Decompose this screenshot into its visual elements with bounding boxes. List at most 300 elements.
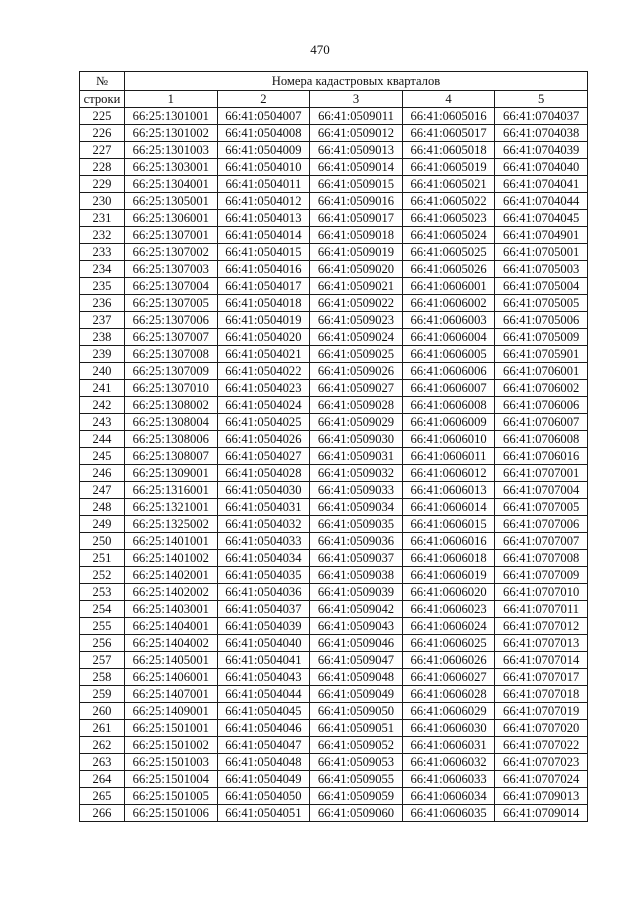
cadastral-number-cell: 66:41:0605018 [402, 142, 495, 159]
cadastral-number-cell: 66:41:0706002 [495, 380, 588, 397]
cadastral-number-cell: 66:41:0504044 [217, 686, 310, 703]
cadastral-number-cell: 66:41:0704044 [495, 193, 588, 210]
cadastral-number-cell: 66:41:0504035 [217, 567, 310, 584]
cadastral-number-cell: 66:41:0605017 [402, 125, 495, 142]
row-number-cell: 247 [80, 482, 125, 499]
cadastral-number-cell: 66:41:0704041 [495, 176, 588, 193]
cadastral-number-cell: 66:41:0509013 [310, 142, 403, 159]
row-number-cell: 251 [80, 550, 125, 567]
cadastral-number-cell: 66:25:1301002 [125, 125, 218, 142]
row-number-cell: 240 [80, 363, 125, 380]
row-number-cell: 262 [80, 737, 125, 754]
table-row [80, 618, 588, 635]
table-row [80, 176, 588, 193]
cadastral-number-cell: 66:41:0606015 [402, 516, 495, 533]
cadastral-number-cell: 66:41:0704040 [495, 159, 588, 176]
cadastral-number-cell: 66:41:0504021 [217, 346, 310, 363]
row-number-cell: 226 [80, 125, 125, 142]
cadastral-number-cell: 66:41:0504046 [217, 720, 310, 737]
cadastral-number-cell: 66:25:1501006 [125, 805, 218, 822]
cadastral-number-cell: 66:41:0504036 [217, 584, 310, 601]
cadastral-number-cell: 66:41:0509021 [310, 278, 403, 295]
cadastral-number-cell: 66:41:0509031 [310, 448, 403, 465]
cadastral-number-cell: 66:41:0606016 [402, 533, 495, 550]
cadastral-number-cell: 66:41:0606001 [402, 278, 495, 295]
table-row [80, 601, 588, 618]
cadastral-number-cell: 66:25:1307007 [125, 329, 218, 346]
cadastral-number-cell: 66:41:0509042 [310, 601, 403, 618]
cadastral-number-cell: 66:41:0509034 [310, 499, 403, 516]
cadastral-number-cell: 66:41:0606033 [402, 771, 495, 788]
cadastral-number-cell: 66:41:0707004 [495, 482, 588, 499]
table-row [80, 125, 588, 142]
cadastral-number-cell: 66:41:0706016 [495, 448, 588, 465]
cadastral-number-cell: 66:25:1501004 [125, 771, 218, 788]
cadastral-number-cell: 66:41:0504014 [217, 227, 310, 244]
table-row [80, 278, 588, 295]
cadastral-number-cell: 66:25:1316001 [125, 482, 218, 499]
cadastral-number-cell: 66:41:0504019 [217, 312, 310, 329]
cadastral-number-cell: 66:41:0605025 [402, 244, 495, 261]
row-number-cell: 248 [80, 499, 125, 516]
row-number-cell: 232 [80, 227, 125, 244]
cadastral-number-cell: 66:41:0504034 [217, 550, 310, 567]
table-row [80, 550, 588, 567]
cadastral-number-cell: 66:41:0706001 [495, 363, 588, 380]
cadastral-number-cell: 66:25:1308007 [125, 448, 218, 465]
cadastral-number-cell: 66:41:0704038 [495, 125, 588, 142]
cadastral-number-cell: 66:41:0707018 [495, 686, 588, 703]
cadastral-number-cell: 66:41:0705001 [495, 244, 588, 261]
cadastral-number-cell: 66:41:0509022 [310, 295, 403, 312]
cadastral-number-cell: 66:41:0606018 [402, 550, 495, 567]
cadastral-number-cell: 66:41:0504039 [217, 618, 310, 635]
cadastral-number-cell: 66:41:0504031 [217, 499, 310, 516]
row-number-cell: 258 [80, 669, 125, 686]
row-number-cell: 264 [80, 771, 125, 788]
cadastral-number-cell: 66:41:0504032 [217, 516, 310, 533]
cadastral-number-cell: 66:41:0509037 [310, 550, 403, 567]
cadastral-number-cell: 66:41:0704901 [495, 227, 588, 244]
cadastral-number-cell: 66:41:0504025 [217, 414, 310, 431]
cadastral-number-cell: 66:25:1308004 [125, 414, 218, 431]
row-number-cell: 253 [80, 584, 125, 601]
table-row [80, 584, 588, 601]
table-row [80, 448, 588, 465]
cadastral-number-cell: 66:41:0504009 [217, 142, 310, 159]
cadastral-number-cell: 66:25:1325002 [125, 516, 218, 533]
table-row [80, 193, 588, 210]
cadastral-number-cell: 66:25:1307002 [125, 244, 218, 261]
row-number-cell: 229 [80, 176, 125, 193]
row-number-cell: 245 [80, 448, 125, 465]
cadastral-number-cell: 66:41:0704039 [495, 142, 588, 159]
cadastral-number-cell: 66:41:0606020 [402, 584, 495, 601]
cadastral-number-cell: 66:41:0504013 [217, 210, 310, 227]
cadastral-number-cell: 66:25:1306001 [125, 210, 218, 227]
cadastral-number-cell: 66:41:0705003 [495, 261, 588, 278]
cadastral-number-cell: 66:41:0509017 [310, 210, 403, 227]
header-number-sign: № [80, 72, 125, 91]
cadastral-number-cell: 66:25:1307009 [125, 363, 218, 380]
cadastral-number-cell: 66:25:1402001 [125, 567, 218, 584]
row-number-cell: 236 [80, 295, 125, 312]
table-row [80, 312, 588, 329]
cadastral-number-cell: 66:41:0504028 [217, 465, 310, 482]
row-number-cell: 227 [80, 142, 125, 159]
cadastral-number-cell: 66:25:1404001 [125, 618, 218, 635]
cadastral-number-cell: 66:41:0509052 [310, 737, 403, 754]
cadastral-number-cell: 66:41:0606010 [402, 431, 495, 448]
table-row [80, 380, 588, 397]
cadastral-number-cell: 66:41:0709013 [495, 788, 588, 805]
row-number-cell: 225 [80, 108, 125, 125]
cadastral-number-cell: 66:25:1403001 [125, 601, 218, 618]
cadastral-number-cell: 66:25:1405001 [125, 652, 218, 669]
cadastral-number-cell: 66:41:0705004 [495, 278, 588, 295]
row-number-cell: 239 [80, 346, 125, 363]
cadastral-number-cell: 66:41:0605016 [402, 108, 495, 125]
column-number: 2 [217, 91, 310, 108]
table-row [80, 244, 588, 261]
cadastral-number-cell: 66:41:0504037 [217, 601, 310, 618]
column-number: 3 [310, 91, 403, 108]
row-number-cell: 230 [80, 193, 125, 210]
cadastral-number-cell: 66:41:0509043 [310, 618, 403, 635]
cadastral-number-cell: 66:41:0509047 [310, 652, 403, 669]
table-row [80, 397, 588, 414]
cadastral-number-cell: 66:41:0707009 [495, 567, 588, 584]
table-row [80, 363, 588, 380]
cadastral-number-cell: 66:25:1304001 [125, 176, 218, 193]
cadastral-number-cell: 66:41:0707017 [495, 669, 588, 686]
table-row [80, 669, 588, 686]
table-row [80, 516, 588, 533]
table-row [80, 346, 588, 363]
cadastral-number-cell: 66:41:0606004 [402, 329, 495, 346]
table-row [80, 159, 588, 176]
header-title: Номера кадастровых кварталов [125, 72, 588, 91]
table-body [80, 108, 588, 822]
cadastral-number-cell: 66:41:0707010 [495, 584, 588, 601]
cadastral-number-cell: 66:41:0705006 [495, 312, 588, 329]
cadastral-number-cell: 66:41:0504022 [217, 363, 310, 380]
cadastral-number-cell: 66:25:1301003 [125, 142, 218, 159]
cadastral-number-cell: 66:25:1402002 [125, 584, 218, 601]
cadastral-number-cell: 66:41:0509028 [310, 397, 403, 414]
cadastral-number-cell: 66:25:1307001 [125, 227, 218, 244]
cadastral-number-cell: 66:41:0504026 [217, 431, 310, 448]
table-row [80, 295, 588, 312]
cadastral-number-cell: 66:41:0606002 [402, 295, 495, 312]
cadastral-number-cell: 66:41:0606014 [402, 499, 495, 516]
cadastral-number-cell: 66:41:0509016 [310, 193, 403, 210]
cadastral-number-cell: 66:41:0509023 [310, 312, 403, 329]
table-row [80, 227, 588, 244]
cadastral-number-cell: 66:41:0606030 [402, 720, 495, 737]
cadastral-number-cell: 66:41:0509039 [310, 584, 403, 601]
cadastral-number-cell: 66:41:0509053 [310, 754, 403, 771]
cadastral-number-cell: 66:41:0504030 [217, 482, 310, 499]
row-number-cell: 256 [80, 635, 125, 652]
row-number-cell: 242 [80, 397, 125, 414]
cadastral-number-cell: 66:25:1409001 [125, 703, 218, 720]
cadastral-number-cell: 66:41:0706008 [495, 431, 588, 448]
cadastral-number-cell: 66:41:0707024 [495, 771, 588, 788]
table-row [80, 567, 588, 584]
page-number: 470 [310, 42, 330, 57]
row-number-cell: 234 [80, 261, 125, 278]
row-number-cell: 231 [80, 210, 125, 227]
row-number-cell: 252 [80, 567, 125, 584]
table-row [80, 210, 588, 227]
cadastral-number-cell: 66:41:0504017 [217, 278, 310, 295]
table-row [80, 720, 588, 737]
cadastral-number-cell: 66:41:0509059 [310, 788, 403, 805]
cadastral-number-cell: 66:41:0509027 [310, 380, 403, 397]
cadastral-number-cell: 66:41:0509055 [310, 771, 403, 788]
cadastral-number-cell: 66:25:1307010 [125, 380, 218, 397]
cadastral-number-cell: 66:41:0707014 [495, 652, 588, 669]
cadastral-number-cell: 66:41:0504049 [217, 771, 310, 788]
cadastral-number-cell: 66:41:0606024 [402, 618, 495, 635]
cadastral-number-cell: 66:41:0504016 [217, 261, 310, 278]
row-number-cell: 259 [80, 686, 125, 703]
table-row [80, 142, 588, 159]
cadastral-number-cell: 66:25:1301001 [125, 108, 218, 125]
cadastral-number-cell: 66:41:0504015 [217, 244, 310, 261]
cadastral-number-cell: 66:41:0509050 [310, 703, 403, 720]
cadastral-number-cell: 66:41:0605022 [402, 193, 495, 210]
cadastral-number-cell: 66:41:0504023 [217, 380, 310, 397]
table-row [80, 482, 588, 499]
cadastral-number-cell: 66:41:0504045 [217, 703, 310, 720]
cadastral-number-cell: 66:41:0707013 [495, 635, 588, 652]
table-row [80, 465, 588, 482]
cadastral-number-cell: 66:41:0707007 [495, 533, 588, 550]
cadastral-number-cell: 66:41:0606012 [402, 465, 495, 482]
cadastral-number-cell: 66:41:0504020 [217, 329, 310, 346]
cadastral-number-cell: 66:41:0509014 [310, 159, 403, 176]
table-row [80, 788, 588, 805]
table-row [80, 414, 588, 431]
cadastral-number-cell: 66:41:0705009 [495, 329, 588, 346]
row-number-cell: 265 [80, 788, 125, 805]
cadastral-number-cell: 66:41:0606008 [402, 397, 495, 414]
row-number-cell: 249 [80, 516, 125, 533]
table-row [80, 737, 588, 754]
table-row [80, 499, 588, 516]
cadastral-number-cell: 66:41:0509025 [310, 346, 403, 363]
cadastral-number-cell: 66:41:0509029 [310, 414, 403, 431]
row-number-cell: 263 [80, 754, 125, 771]
cadastral-number-cell: 66:41:0504024 [217, 397, 310, 414]
cadastral-number-cell: 66:25:1303001 [125, 159, 218, 176]
table-header-row-1 [80, 72, 588, 91]
cadastral-number-cell: 66:41:0509032 [310, 465, 403, 482]
cadastral-number-cell: 66:41:0509035 [310, 516, 403, 533]
cadastral-number-cell: 66:25:1307004 [125, 278, 218, 295]
row-number-cell: 261 [80, 720, 125, 737]
cadastral-number-cell: 66:41:0504008 [217, 125, 310, 142]
cadastral-number-cell: 66:25:1407001 [125, 686, 218, 703]
row-number-cell: 243 [80, 414, 125, 431]
cadastral-number-cell: 66:41:0605026 [402, 261, 495, 278]
cadastral-number-cell: 66:41:0504040 [217, 635, 310, 652]
cadastral-number-cell: 66:25:1307005 [125, 295, 218, 312]
cadastral-number-cell: 66:41:0504012 [217, 193, 310, 210]
cadastral-number-cell: 66:41:0705901 [495, 346, 588, 363]
cadastral-number-cell: 66:25:1501003 [125, 754, 218, 771]
cadastral-number-cell: 66:41:0704045 [495, 210, 588, 227]
cadastral-number-cell: 66:25:1307006 [125, 312, 218, 329]
cadastral-number-cell: 66:25:1309001 [125, 465, 218, 482]
row-number-cell: 266 [80, 805, 125, 822]
cadastral-number-cell: 66:41:0707005 [495, 499, 588, 516]
cadastral-number-cell: 66:41:0606011 [402, 448, 495, 465]
cadastral-number-cell: 66:41:0504050 [217, 788, 310, 805]
cadastral-number-cell: 66:41:0707001 [495, 465, 588, 482]
cadastral-number-cell: 66:41:0605023 [402, 210, 495, 227]
cadastral-number-cell: 66:41:0509051 [310, 720, 403, 737]
cadastral-number-cell: 66:25:1321001 [125, 499, 218, 516]
cadastral-number-cell: 66:41:0605021 [402, 176, 495, 193]
row-number-cell: 228 [80, 159, 125, 176]
cadastral-number-cell: 66:41:0606009 [402, 414, 495, 431]
cadastral-number-cell: 66:41:0606025 [402, 635, 495, 652]
cadastral-number-cell: 66:41:0504047 [217, 737, 310, 754]
header-rows-label: строки [80, 91, 125, 108]
table-row [80, 703, 588, 720]
cadastral-number-cell: 66:41:0504048 [217, 754, 310, 771]
cadastral-number-cell: 66:41:0606023 [402, 601, 495, 618]
cadastral-number-cell: 66:41:0509026 [310, 363, 403, 380]
table-row [80, 108, 588, 125]
cadastral-number-cell: 66:41:0504011 [217, 176, 310, 193]
row-number-cell: 246 [80, 465, 125, 482]
cadastral-number-cell: 66:41:0504027 [217, 448, 310, 465]
column-number: 4 [402, 91, 495, 108]
cadastral-number-cell: 66:41:0704037 [495, 108, 588, 125]
cadastral-number-cell: 66:41:0509019 [310, 244, 403, 261]
cadastral-number-cell: 66:41:0509015 [310, 176, 403, 193]
table-row [80, 261, 588, 278]
cadastral-number-cell: 66:41:0706006 [495, 397, 588, 414]
cadastral-number-cell: 66:41:0707023 [495, 754, 588, 771]
cadastral-number-cell: 66:41:0705005 [495, 295, 588, 312]
row-number-cell: 255 [80, 618, 125, 635]
cadastral-number-cell: 66:41:0504018 [217, 295, 310, 312]
cadastral-number-cell: 66:41:0706007 [495, 414, 588, 431]
cadastral-number-cell: 66:41:0606003 [402, 312, 495, 329]
cadastral-number-cell: 66:41:0707006 [495, 516, 588, 533]
cadastral-number-cell: 66:25:1401001 [125, 533, 218, 550]
row-number-cell: 244 [80, 431, 125, 448]
row-number-cell: 257 [80, 652, 125, 669]
cadastral-number-cell: 66:41:0504043 [217, 669, 310, 686]
cadastral-number-cell: 66:41:0509024 [310, 329, 403, 346]
table-row [80, 635, 588, 652]
cadastral-number-cell: 66:41:0709014 [495, 805, 588, 822]
table-row [80, 652, 588, 669]
cadastral-number-cell: 66:41:0504010 [217, 159, 310, 176]
table-row [80, 754, 588, 771]
cadastral-number-cell: 66:25:1308006 [125, 431, 218, 448]
cadastral-number-cell: 66:41:0504033 [217, 533, 310, 550]
table-header-row-2 [80, 91, 588, 108]
row-number-cell: 238 [80, 329, 125, 346]
cadastral-number-cell: 66:41:0707012 [495, 618, 588, 635]
row-number-cell: 235 [80, 278, 125, 295]
cadastral-number-cell: 66:41:0606019 [402, 567, 495, 584]
cadastral-number-cell: 66:41:0509011 [310, 108, 403, 125]
table-row [80, 771, 588, 788]
cadastral-number-cell: 66:41:0509046 [310, 635, 403, 652]
cadastral-number-cell: 66:41:0504007 [217, 108, 310, 125]
cadastral-number-cell: 66:25:1307008 [125, 346, 218, 363]
cadastral-number-cell: 66:41:0606006 [402, 363, 495, 380]
row-number-cell: 241 [80, 380, 125, 397]
cadastral-number-cell: 66:41:0509049 [310, 686, 403, 703]
cadastral-number-cell: 66:41:0504041 [217, 652, 310, 669]
cadastral-number-cell: 66:25:1501005 [125, 788, 218, 805]
cadastral-number-cell: 66:41:0707022 [495, 737, 588, 754]
table-row [80, 686, 588, 703]
cadastral-number-cell: 66:41:0606026 [402, 652, 495, 669]
column-number: 5 [495, 91, 588, 108]
cadastral-number-cell: 66:41:0606031 [402, 737, 495, 754]
cadastral-number-cell: 66:25:1501001 [125, 720, 218, 737]
cadastral-number-cell: 66:41:0509020 [310, 261, 403, 278]
table-row [80, 805, 588, 822]
cadastral-table [79, 71, 588, 822]
cadastral-number-cell: 66:41:0606032 [402, 754, 495, 771]
cadastral-number-cell: 66:41:0504051 [217, 805, 310, 822]
table-row [80, 329, 588, 346]
cadastral-number-cell: 66:41:0707020 [495, 720, 588, 737]
cadastral-number-cell: 66:25:1406001 [125, 669, 218, 686]
column-number: 1 [125, 91, 218, 108]
cadastral-number-cell: 66:41:0509038 [310, 567, 403, 584]
cadastral-number-cell: 66:41:0606028 [402, 686, 495, 703]
cadastral-number-cell: 66:41:0509033 [310, 482, 403, 499]
cadastral-number-cell: 66:41:0605019 [402, 159, 495, 176]
cadastral-number-cell: 66:41:0509012 [310, 125, 403, 142]
cadastral-number-cell: 66:41:0509030 [310, 431, 403, 448]
cadastral-number-cell: 66:25:1307003 [125, 261, 218, 278]
cadastral-number-cell: 66:41:0509048 [310, 669, 403, 686]
cadastral-number-cell: 66:41:0707019 [495, 703, 588, 720]
cadastral-number-cell: 66:41:0606029 [402, 703, 495, 720]
table-row [80, 431, 588, 448]
cadastral-number-cell: 66:41:0509036 [310, 533, 403, 550]
cadastral-number-cell: 66:41:0606027 [402, 669, 495, 686]
row-number-cell: 254 [80, 601, 125, 618]
cadastral-number-cell: 66:41:0606034 [402, 788, 495, 805]
table-row [80, 533, 588, 550]
row-number-cell: 260 [80, 703, 125, 720]
row-number-cell: 250 [80, 533, 125, 550]
cadastral-number-cell: 66:25:1501002 [125, 737, 218, 754]
cadastral-number-cell: 66:25:1305001 [125, 193, 218, 210]
cadastral-number-cell: 66:41:0605024 [402, 227, 495, 244]
cadastral-number-cell: 66:41:0707011 [495, 601, 588, 618]
cadastral-number-cell: 66:41:0606035 [402, 805, 495, 822]
cadastral-number-cell: 66:41:0509018 [310, 227, 403, 244]
cadastral-number-cell: 66:41:0509060 [310, 805, 403, 822]
cadastral-number-cell: 66:41:0707008 [495, 550, 588, 567]
cadastral-number-cell: 66:41:0606013 [402, 482, 495, 499]
